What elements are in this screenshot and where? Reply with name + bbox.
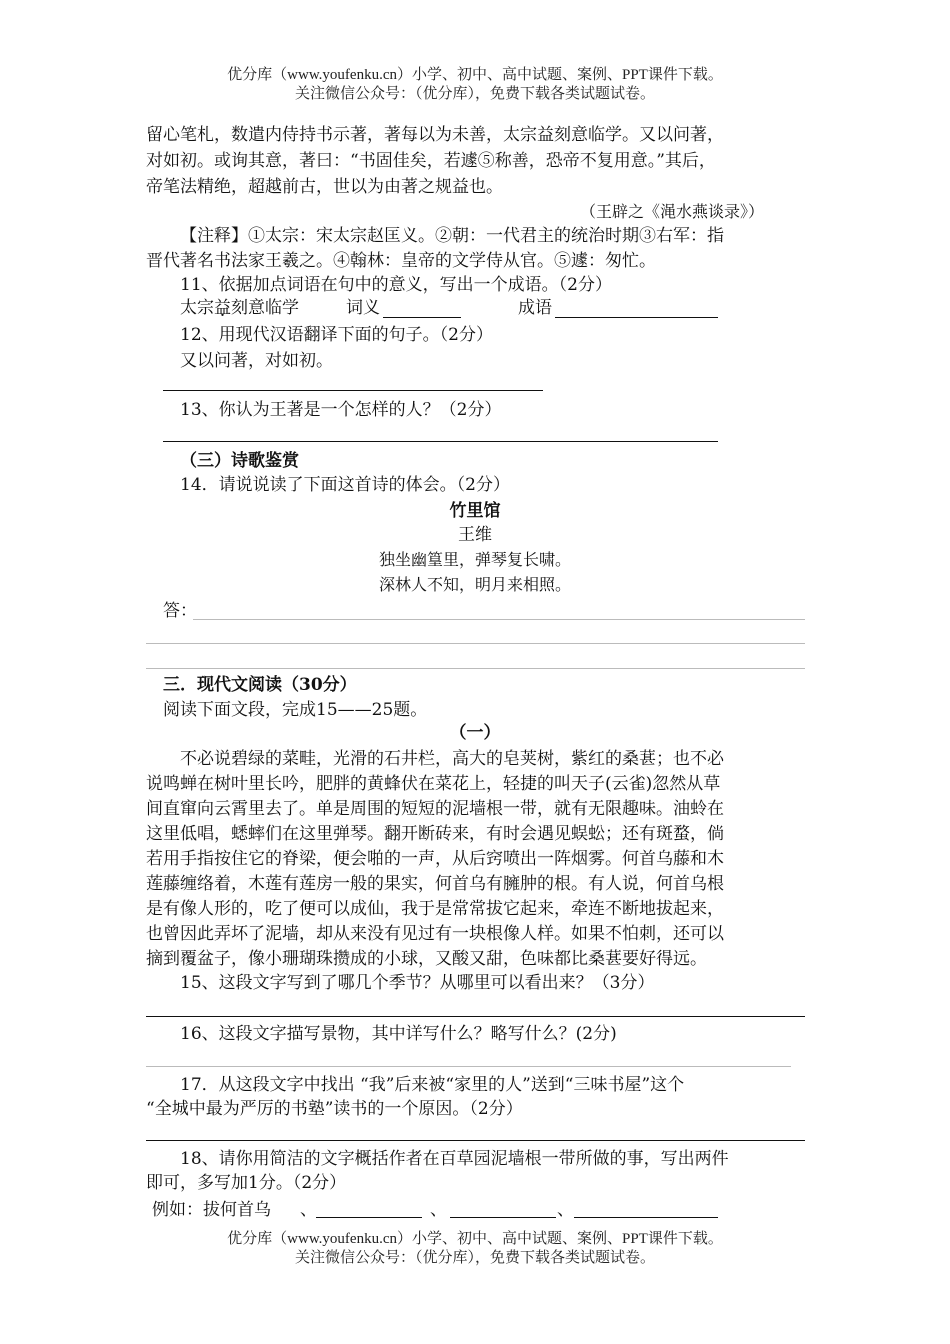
question-18-blank-3[interactable] (574, 1217, 718, 1218)
question-11-meaning-label: 词义 (346, 298, 380, 318)
question-14-answer-line-2[interactable] (146, 643, 805, 644)
header-line-1: 优分库（www.youfenku.cn）小学、初中、高中试题、案例、PPT课件下载。 (227, 67, 723, 83)
passage-line-6: 莲藤缠络着，木莲有莲房一般的果实，何首乌有臃肿的根。有人说，何首乌根 (146, 874, 724, 894)
modern-section-heading: 三．现代文阅读（30分） (163, 675, 357, 695)
passage-line-9: 摘到覆盆子，像小珊瑚珠攒成的小球，又酸又甜，色味都比桑葚要好得远。 (146, 949, 707, 969)
answer-label: 答： (163, 601, 197, 621)
classical-text-line-2: 对如初。或询其意，著曰：“书固佳矣，若遽⑤称善，恐帝不复用意。”其后， (146, 151, 716, 171)
question-17-prompt-line-1: 17．从这段文字中找出 “我”后来被“家里的人”送到“三味书屋”这个 (180, 1075, 685, 1095)
question-16-answer-line[interactable] (146, 1066, 791, 1067)
classical-source: （王辟之《渑水燕谈录》） (580, 202, 765, 221)
question-11-idiom-label: 成语 (518, 298, 552, 318)
passage-line-2: 说鸣蝉在树叶里长吟，肥胖的黄蜂伏在菜花上，轻捷的叫天子(云雀)忽然从草 (146, 774, 721, 794)
classical-note-line-1: 【注释】①太宗：宋太宗赵匡义。②朝：一代君主的统治时期③右军：指 (180, 226, 724, 246)
question-11-prompt: 11、依据加点词语在句中的意义，写出一个成语。（2分） (180, 275, 612, 295)
passage-line-8: 也曾因此弄坏了泥墙，却从来没有见过有一块根像人样。如果不怕刺，还可以 (146, 924, 724, 944)
question-17-prompt-line-2: “全城中最为严厉的书塾”读书的一个原因。（2分） (146, 1099, 523, 1119)
question-18-blank-1[interactable] (316, 1217, 422, 1218)
passage-line-7: 是有像人形的，吃了便可以成仙，我于是常常拔它起来，牵连不断地拔起来， (146, 899, 724, 919)
question-15-prompt: 15、这段文字写到了哪几个季节？从哪里可以看出来？（3分） (180, 973, 655, 993)
footer-line-1: 优分库（www.youfenku.cn）小学、初中、高中试题、案例、PPT课件下载。 (227, 1231, 723, 1247)
q11-sentence-part-b: 刻意临学 (231, 298, 299, 318)
poem-title: 竹里馆 (449, 501, 501, 521)
question-18-prompt-line-1: 18、请你用简洁的文字概括作者在百草园泥墙根一带所做的事，写出两件 (180, 1149, 729, 1169)
poem-line-2: 深林人不知，明月来相照。 (378, 575, 571, 594)
poetry-section-heading: （三）诗歌鉴赏 (180, 451, 299, 471)
classical-note-line-2: 晋代著名书法家王羲之。④翰林：皇帝的文学侍从官。⑤遽：匆忙。 (146, 251, 656, 271)
modern-instruction: 阅读下面文段，完成15——25题。 (163, 700, 428, 720)
question-17-answer-line[interactable] (146, 1140, 805, 1141)
question-15-answer-line[interactable] (146, 1016, 805, 1017)
question-12-answer-line[interactable] (163, 390, 543, 391)
question-14-answer-line-3[interactable] (146, 668, 805, 669)
poem-author: 王维 (458, 525, 492, 545)
modern-part-heading: （一） (449, 723, 501, 743)
header-line-2: 关注微信公众号：（优分库），免费下载各类试题试卷。 (294, 86, 655, 102)
question-14-prompt: 14．请说说读了下面这首诗的体会。（2分） (180, 475, 510, 495)
question-18-separator-2: 、 (430, 1200, 447, 1220)
question-11-sentence (180, 297, 299, 319)
classical-text-line-3: 帝笔法精绝，超越前古，世以为由著之规益也。 (146, 177, 503, 197)
question-18-separator-3: 、 (557, 1200, 574, 1220)
poem-line-1: 独坐幽篁里，弹琴复长啸。 (378, 550, 571, 569)
question-18-blank-2[interactable] (450, 1217, 556, 1218)
q11-dotted-word: 益 (214, 298, 231, 318)
question-12-sentence: 又以问著，对如初。 (180, 351, 333, 371)
passage-line-3: 间直窜向云霄里去了。单是周围的短短的泥墙根一带，就有无限趣味。油蛉在 (146, 799, 724, 819)
question-18-separator-1: 、 (300, 1200, 317, 1220)
question-13-answer-line[interactable] (163, 441, 718, 442)
question-18-prompt-line-2: 即可，多写加1分。（2分） (146, 1173, 347, 1193)
question-11-idiom-blank[interactable] (555, 317, 718, 318)
question-14-answer-line-1[interactable] (193, 619, 805, 620)
question-16-prompt: 16、这段文字描写景物，其中详写什么？略写什么？(2分) (180, 1024, 617, 1044)
question-13-prompt: 13、你认为王著是一个怎样的人？（2分） (180, 400, 502, 420)
passage-line-5: 若用手指按住它的脊梁，便会啪的一声，从后窍喷出一阵烟雾。何首乌藤和木 (146, 849, 724, 869)
question-18-example-label: 例如：拔何首乌 (152, 1200, 271, 1220)
classical-text-line-1: 留心笔札，数遣内侍持书示著，著每以为未善，太宗益刻意临学。又以问著， (146, 125, 724, 145)
passage-line-1: 不必说碧绿的菜畦，光滑的石井栏，高大的皂荚树，紫红的桑葚；也不必 (180, 749, 724, 769)
question-11-meaning-blank[interactable] (383, 317, 461, 318)
question-12-prompt: 12、用现代汉语翻译下面的句子。（2分） (180, 325, 493, 345)
footer-line-2: 关注微信公众号：（优分库），免费下载各类试题试卷。 (294, 1250, 655, 1266)
q11-sentence-part-a: 太宗 (180, 298, 214, 318)
passage-line-4: 这里低唱，蟋蟀们在这里弹琴。翻开断砖来，有时会遇见蜈蚣；还有斑蝥，倘 (146, 824, 724, 844)
